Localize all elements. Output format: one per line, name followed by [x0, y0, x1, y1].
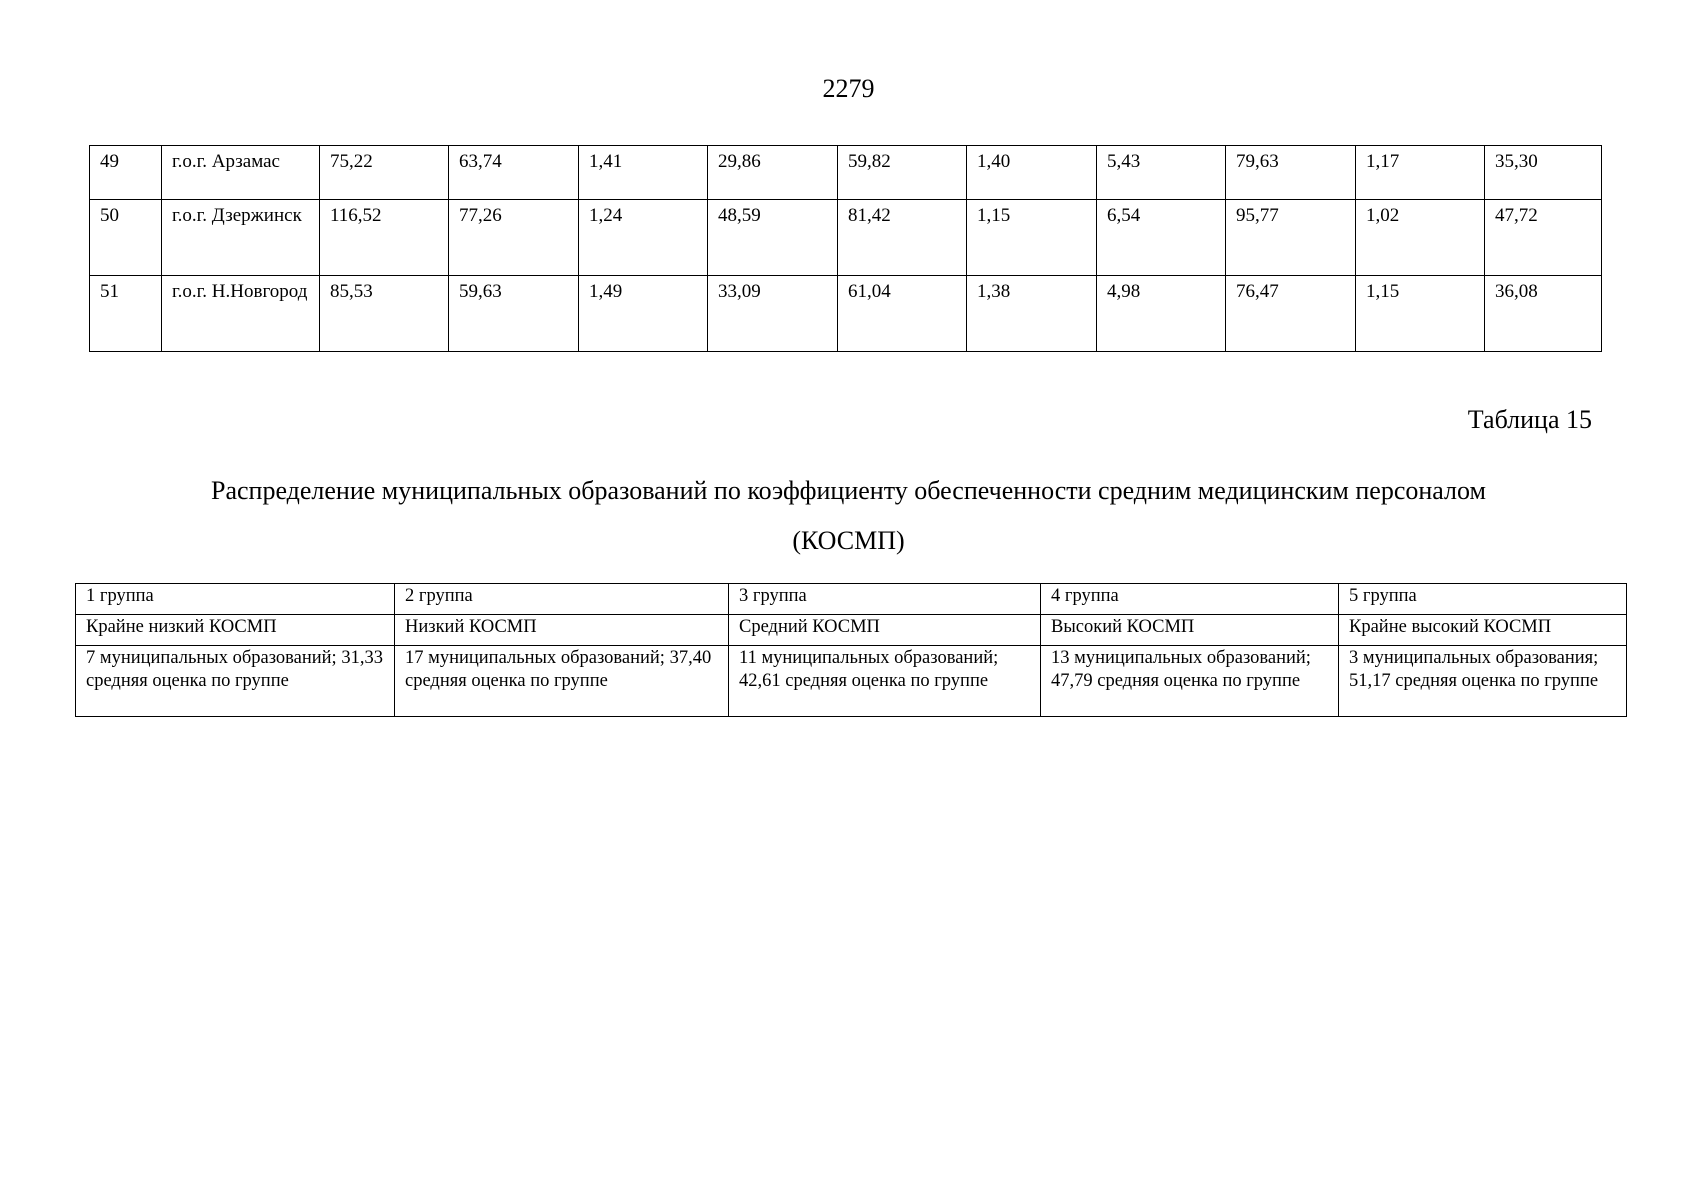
municipality-name: г.о.г. Дзержинск	[162, 200, 320, 276]
value-cell: 59,82	[838, 146, 967, 200]
group-header-row	[76, 584, 1627, 615]
group-name: 5 группа	[1339, 584, 1627, 615]
table-title-line: Распределение муниципальных образований по коэффициенту обеспеченности средним медицинским персоналом	[211, 476, 1486, 505]
value-cell: 48,59	[708, 200, 838, 276]
value-cell: 6,54	[1097, 200, 1226, 276]
row-number: 49	[90, 146, 162, 200]
table-number-label: Таблица 15	[1467, 405, 1592, 434]
group-name: 2 группа	[395, 584, 729, 615]
table-row	[90, 146, 1602, 200]
table-title	[60, 466, 1637, 566]
group-description: 3 муниципальных образования; 51,17 средняя оценка по группе	[1339, 646, 1627, 717]
value-cell: 1,17	[1356, 146, 1485, 200]
value-cell: 4,98	[1097, 276, 1226, 352]
municipality-name: г.о.г. Н.Новгород	[162, 276, 320, 352]
value-cell: 1,15	[1356, 276, 1485, 352]
value-cell: 29,86	[708, 146, 838, 200]
group-level: Низкий КОСМП	[395, 615, 729, 646]
group-name: 3 группа	[729, 584, 1041, 615]
group-description-row	[76, 646, 1627, 717]
value-cell: 116,52	[320, 200, 449, 276]
group-description: 13 муниципальных образований; 47,79 средняя оценка по группе	[1041, 646, 1339, 717]
table-title-line: (КОСМП)	[792, 526, 905, 555]
value-cell: 59,63	[449, 276, 579, 352]
group-description: 7 муниципальных образований; 31,33 средняя оценка по группе	[76, 646, 395, 717]
group-level: Средний КОСМП	[729, 615, 1041, 646]
value-cell: 1,38	[967, 276, 1097, 352]
group-level: Крайне низкий КОСМП	[76, 615, 395, 646]
value-cell: 35,30	[1485, 146, 1602, 200]
value-cell: 77,26	[449, 200, 579, 276]
group-description: 17 муниципальных образований; 37,40 средняя оценка по группе	[395, 646, 729, 717]
row-number: 51	[90, 276, 162, 352]
value-cell: 85,53	[320, 276, 449, 352]
value-cell: 36,08	[1485, 276, 1602, 352]
value-cell: 1,41	[579, 146, 708, 200]
value-cell: 1,02	[1356, 200, 1485, 276]
municipality-name: г.о.г. Арзамас	[162, 146, 320, 200]
row-number: 50	[90, 200, 162, 276]
page-number: 2279	[822, 74, 875, 103]
table-row	[90, 276, 1602, 352]
value-cell: 5,43	[1097, 146, 1226, 200]
group-description: 11 муниципальных образований; 42,61 средняя оценка по группе	[729, 646, 1041, 717]
value-cell: 47,72	[1485, 200, 1602, 276]
group-distribution-table	[75, 583, 1627, 717]
municipality-data-table	[89, 145, 1602, 352]
value-cell: 79,63	[1226, 146, 1356, 200]
value-cell: 95,77	[1226, 200, 1356, 276]
value-cell: 1,40	[967, 146, 1097, 200]
group-level-row	[76, 615, 1627, 646]
value-cell: 1,49	[579, 276, 708, 352]
group-level: Высокий КОСМП	[1041, 615, 1339, 646]
value-cell: 1,24	[579, 200, 708, 276]
value-cell: 76,47	[1226, 276, 1356, 352]
value-cell: 81,42	[838, 200, 967, 276]
value-cell: 75,22	[320, 146, 449, 200]
value-cell: 33,09	[708, 276, 838, 352]
value-cell: 63,74	[449, 146, 579, 200]
group-level: Крайне высокий КОСМП	[1339, 615, 1627, 646]
table-row	[90, 200, 1602, 276]
group-name: 1 группа	[76, 584, 395, 615]
value-cell: 1,15	[967, 200, 1097, 276]
group-name: 4 группа	[1041, 584, 1339, 615]
value-cell: 61,04	[838, 276, 967, 352]
